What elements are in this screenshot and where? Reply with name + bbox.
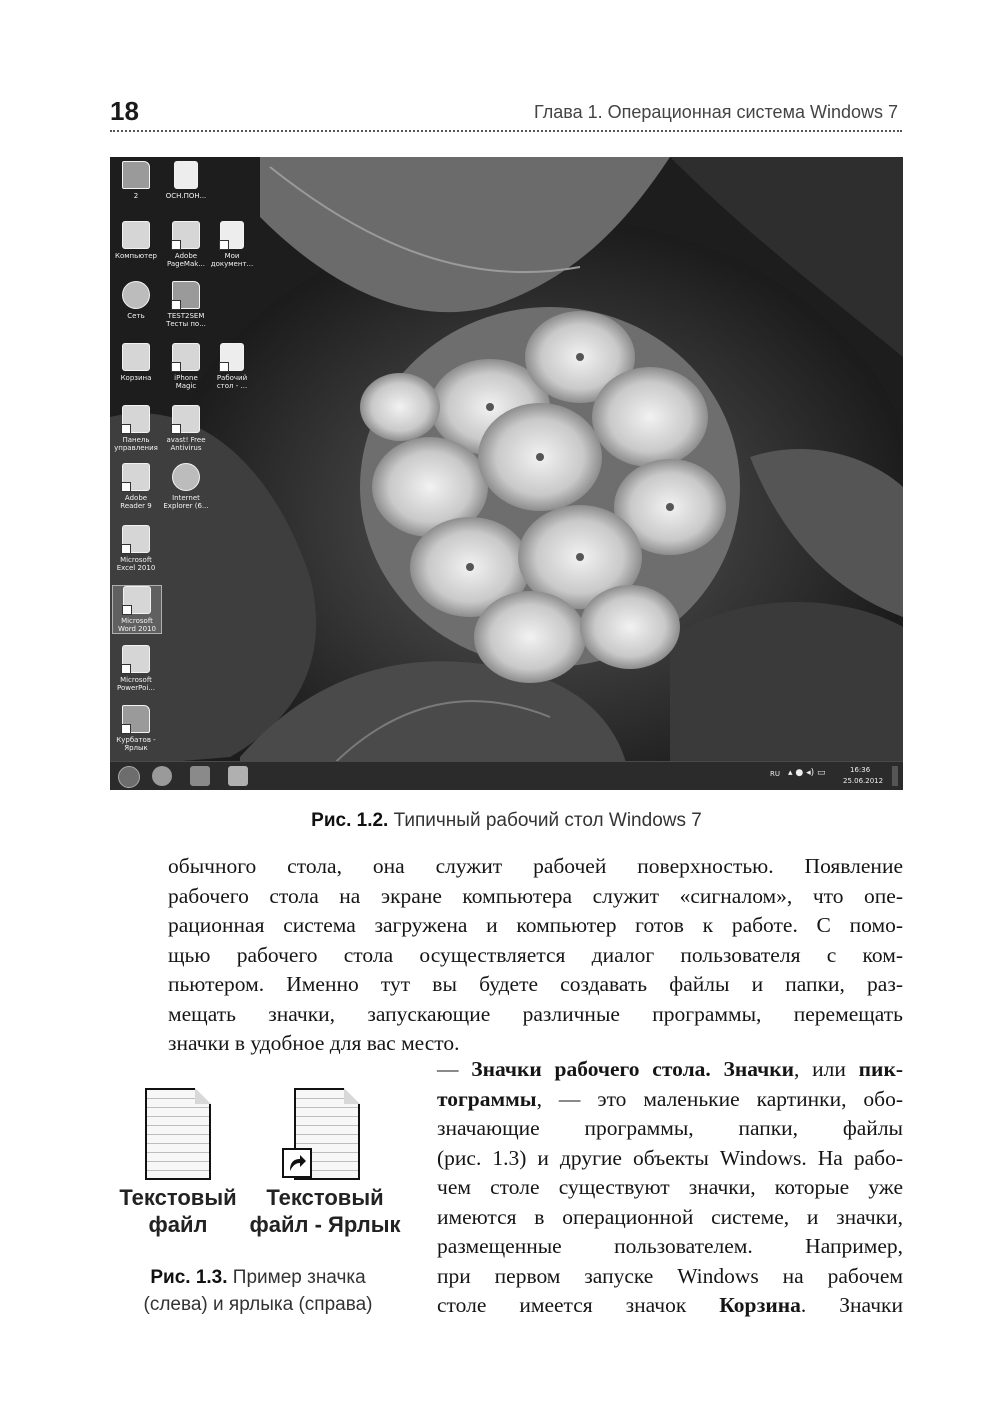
figure-caption-text: Пример значка	[227, 1267, 366, 1288]
page-number: 18	[110, 96, 139, 126]
desktop-icon[interactable]	[162, 343, 210, 390]
paragraph-line: рабочего стола на экране компьютера служит «сигналом», что опе-	[168, 883, 903, 908]
folder-icon	[122, 705, 150, 733]
label-line: файл	[148, 1212, 208, 1237]
app-icon	[123, 586, 151, 614]
desktop-icon[interactable]	[162, 161, 210, 200]
column-line: чем столе существуют значки, которые уже	[437, 1175, 903, 1199]
shortcut-overlay-icon	[171, 300, 181, 310]
shortcut-overlay-icon	[121, 724, 131, 734]
figure-caption-text: Типичный рабочий стол Windows 7	[388, 810, 702, 831]
desktop-icon-label: Internet Explorer (6...	[163, 494, 209, 510]
desktop-icon[interactable]	[112, 281, 160, 320]
desktop-icon[interactable]	[112, 161, 160, 200]
desktop-icon-label: ОСН.ПОН...	[165, 192, 207, 200]
paragraph-line: мещать значки, запускающие различные программы, перемещать	[168, 1001, 903, 1026]
app-icon	[122, 405, 150, 433]
body-paragraph	[168, 852, 903, 1059]
figure-label: Рис. 1.3.	[150, 1267, 228, 1288]
term-bold: тограммы	[437, 1086, 537, 1111]
label-line: Текстовый	[119, 1185, 237, 1210]
label-line: Текстовый	[266, 1185, 384, 1210]
desktop-icon[interactable]	[112, 463, 160, 510]
desktop-icon-label: Компьютер	[115, 252, 157, 260]
paragraph-line: щью рабочего стола осуществляется диалог пользователя с ком-	[168, 942, 903, 967]
app-icon	[122, 463, 150, 491]
column-line	[437, 1085, 903, 1115]
doc-icon	[174, 161, 198, 189]
desktop-icon-label: Adobe Reader 9	[120, 494, 152, 510]
column-line: (рис. 1.3) и другие объекты Windows. На рабо-	[437, 1145, 903, 1170]
shortcut-overlay-icon	[121, 424, 131, 434]
round-icon	[122, 281, 150, 309]
text: столе имеется значок	[437, 1293, 720, 1317]
running-header: Глава 1. Операционная система Windows 7	[534, 102, 898, 122]
app-icon	[122, 221, 150, 249]
folder-icon	[172, 281, 200, 309]
tray-icons[interactable]: ▴ ● ◂) ▭	[788, 768, 826, 778]
column-line	[437, 1055, 903, 1085]
show-desktop-button[interactable]	[892, 766, 898, 786]
doc-icon	[220, 343, 244, 371]
desktop-icon-label: Adobe PageMak...	[166, 252, 205, 268]
desktop-icon[interactable]	[112, 645, 160, 692]
shortcut-overlay-icon	[219, 362, 229, 372]
shortcut-overlay-icon	[219, 240, 229, 250]
desktop-icon[interactable]	[208, 221, 256, 268]
desktop-icon[interactable]	[162, 281, 210, 328]
desktop-icon-label: iPhone Magic	[174, 374, 198, 390]
desktop-icon[interactable]	[112, 705, 160, 752]
language-indicator[interactable]: RU	[770, 770, 780, 778]
paragraph-line: рационная система загружена и компьютер готов к работе. С помо-	[168, 913, 903, 937]
desktop-icon-label: Панель управления	[114, 436, 158, 452]
text: , — это маленькие картинки, обо-	[536, 1086, 903, 1111]
desktop-icon-label: TEST2SEM Тесты по...	[166, 312, 206, 328]
doc-icon	[220, 221, 244, 249]
app-icon	[122, 343, 150, 371]
desktop-icon-label: Microsoft PowerPoi...	[116, 676, 156, 692]
start-button[interactable]	[118, 766, 140, 788]
term-bold: Значки рабочего стола. Значки	[471, 1057, 795, 1081]
label-line: файл - Ярлык	[249, 1212, 401, 1237]
internet-explorer-icon[interactable]	[152, 766, 172, 786]
column-line: имеются в операционной системе, и значки,	[437, 1204, 903, 1229]
shortcut-overlay-icon	[171, 240, 181, 250]
desktop-icon[interactable]	[112, 585, 162, 634]
shortcut-arrow-icon	[282, 1148, 312, 1178]
taskbar	[110, 761, 903, 790]
app-icon	[122, 525, 150, 553]
desktop-icon-label: Мои документ...	[210, 252, 254, 268]
paragraph-line: обычного стола, она служит рабочей поверхностью. Появление	[168, 854, 903, 878]
figure-caption-text: (слева) и ярлыка (справа)	[143, 1294, 373, 1315]
shortcut-label	[244, 1184, 406, 1238]
desktop-icon-label: avast! Free Antivirus	[166, 436, 206, 452]
term-bold: Корзина	[719, 1293, 801, 1317]
folder-icon	[122, 161, 150, 189]
app-icon	[122, 645, 150, 673]
desktop-icon-label: Курбатов - Ярлык	[116, 736, 156, 752]
shortcut-overlay-icon	[121, 544, 131, 554]
round-icon	[172, 463, 200, 491]
text: , или	[794, 1057, 859, 1081]
clock-time[interactable]: 16:36	[850, 766, 871, 774]
body-column	[437, 1055, 903, 1321]
desktop-icon-label: Корзина	[120, 374, 152, 382]
shortcut-overlay-icon	[121, 664, 131, 674]
clock-date[interactable]: 25.06.2012	[843, 777, 884, 785]
explorer-folder-icon[interactable]	[190, 766, 210, 786]
paragraph-line: значки в удобное для вас место.	[168, 1031, 460, 1055]
desktop-icon[interactable]	[112, 343, 160, 382]
dash: —	[437, 1057, 472, 1081]
desktop-icon-label: 2	[133, 192, 139, 200]
column-line: значающие программы, папки, файлы	[437, 1116, 903, 1140]
shortcut-overlay-icon	[171, 362, 181, 372]
header-divider	[110, 130, 902, 132]
column-line	[437, 1291, 903, 1321]
shortcut-overlay-icon	[171, 424, 181, 434]
desktop-icon[interactable]	[162, 463, 210, 510]
app-icon	[172, 343, 200, 371]
desktop-screenshot	[110, 157, 903, 790]
desktop-icon[interactable]	[112, 221, 160, 260]
desktop-icon-label: Microsoft Word 2010	[117, 617, 157, 633]
figure-1-3-caption	[112, 1264, 404, 1318]
text-file-icon	[145, 1088, 211, 1180]
term-bold: пик-	[858, 1057, 903, 1081]
desktop-icon-label: Microsoft Excel 2010	[116, 556, 156, 572]
desktop-icon[interactable]	[162, 405, 210, 452]
desktop-icon[interactable]	[112, 405, 160, 452]
column-line: размещенные пользователем. Например,	[437, 1234, 903, 1258]
text: . Значки	[800, 1293, 903, 1317]
media-player-icon[interactable]	[228, 766, 248, 786]
paragraph-line: пьютером. Именно тут вы будете создавать файлы и папки, раз-	[168, 972, 903, 996]
desktop-icon-label: Рабочий стол - ...	[216, 374, 248, 390]
desktop-icon[interactable]	[162, 221, 210, 268]
shortcut-overlay-icon	[122, 605, 132, 615]
figure-label: Рис. 1.2.	[311, 810, 389, 831]
desktop-icon-label: Сеть	[127, 312, 145, 320]
column-line: при первом запуске Windows на рабочем	[437, 1263, 903, 1288]
app-icon	[172, 221, 200, 249]
figure-1-2-caption	[110, 810, 903, 832]
desktop-icon[interactable]	[112, 525, 160, 572]
text-file-label	[112, 1184, 244, 1238]
shortcut-overlay-icon	[121, 482, 131, 492]
app-icon	[172, 405, 200, 433]
desktop-icon[interactable]	[208, 343, 256, 390]
